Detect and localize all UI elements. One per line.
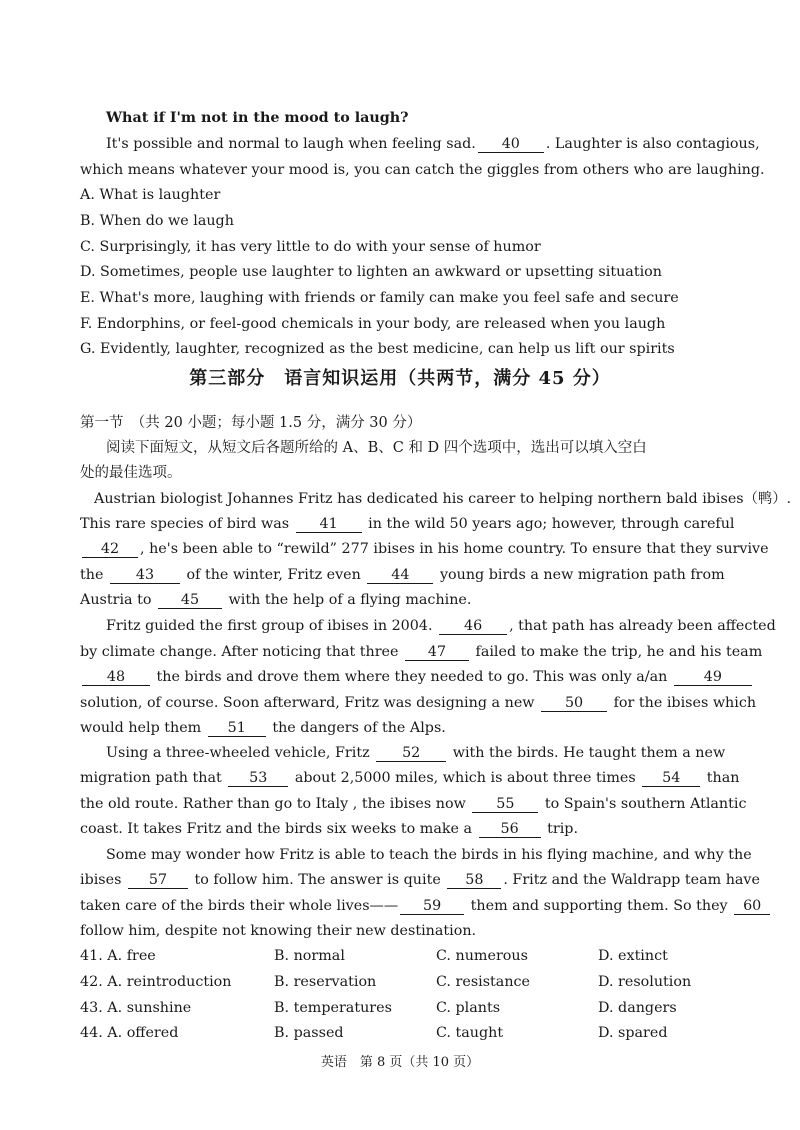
cloze-line: solution, of course. Soon afterward, Fritz was designing a new 50 for the ibises which	[80, 695, 757, 711]
question-43-b: B. temperatures	[274, 1000, 392, 1016]
blank-58: 58	[447, 872, 501, 889]
question-42-c: C. resistance	[436, 974, 531, 990]
question-42-b: B. reservation	[274, 974, 377, 990]
cloze-line: taken care of the birds their whole lives—— 59 them and supporting them. So they 60	[80, 895, 720, 917]
question-44-d: D. spared	[598, 1025, 668, 1041]
question-44-c: C. taught	[436, 1025, 504, 1041]
option-d: D. Sometimes, people use laughter to lighten an awkward or upsetting situation	[80, 264, 662, 280]
blank-56: 56	[479, 821, 541, 838]
blank-54: 54	[642, 770, 700, 787]
cloze-line: coast. It takes Fritz and the birds six weeks to make a 56 trip.	[80, 821, 578, 837]
question-42-a: 42. A. reintroduction	[80, 974, 232, 990]
blank-47: 47	[405, 644, 469, 661]
instructions-line: 处的最佳选项。	[80, 465, 182, 481]
blank-41: 41	[296, 516, 362, 533]
question-41-a: 41. A. free	[80, 948, 156, 964]
blank-55: 55	[472, 796, 538, 813]
option-e: E. What's more, laughing with friends or family can make you feel safe and secure	[80, 290, 679, 306]
question-43-d: D. dangers	[598, 1000, 677, 1016]
question-41-c: C. numerous	[436, 948, 528, 964]
cloze-line: This rare species of bird was 41 in the wild 50 years ago; however, through careful	[80, 516, 735, 532]
question-43-c: C. plants	[436, 1000, 501, 1016]
blank-46: 46	[439, 618, 507, 635]
reading-heading: What if I'm not in the mood to laugh?	[106, 110, 409, 126]
blank-40: 40	[478, 136, 544, 153]
question-44-a: 44. A. offered	[80, 1025, 179, 1041]
cloze-line: 48 the birds and drove them where they needed to go. This was only a/an 49	[80, 666, 720, 688]
blank-60: 60	[734, 898, 770, 915]
blank-48: 48	[82, 669, 150, 686]
cloze-line: ibises 57 to follow him. The answer is quite 58 . Fritz and the Waldrapp team have	[80, 872, 760, 888]
reading-paragraph-line: which means whatever your mood is, you can catch the giggles from others who are laughing.	[80, 162, 765, 178]
blank-53: 53	[228, 770, 288, 787]
cloze-line: would help them 51 the dangers of the Alps.	[80, 720, 446, 736]
blank-51: 51	[208, 720, 266, 737]
cloze-line: 42 , he's been able to “rewild” 277 ibises in his home country. To ensure that they survive	[80, 538, 720, 560]
cloze-line: Fritz guided the first group of ibises in 2004. 46 , that path has already been affected	[106, 618, 776, 634]
blank-59: 59	[400, 898, 464, 915]
part3-title: 第三部分 语言知识运用（共两节，满分 45 分）	[189, 368, 611, 389]
section-header: 第一节 （共 20 小题；每小题 1.5 分，满分 30 分）	[80, 415, 422, 431]
reading-paragraph-line: It's possible and normal to laugh when feeling sad. 40 . Laughter is also contagious,	[106, 136, 760, 152]
option-b: B. When do we laugh	[80, 213, 234, 229]
blank-45: 45	[158, 592, 222, 609]
cloze-line: follow him, despite not knowing their new destination.	[80, 923, 477, 939]
cloze-line: migration path that 53 about 2,5000 miles, which is about three times 54 than	[80, 770, 740, 786]
blank-43: 43	[110, 567, 180, 584]
cloze-line: Using a three-wheeled vehicle, Fritz 52 with the birds. He taught them a new	[106, 745, 726, 761]
question-41-b: B. normal	[274, 948, 345, 964]
cloze-line: Austria to 45 with the help of a flying machine.	[80, 592, 472, 608]
option-f: F. Endorphins, or feel-good chemicals in your body, are released when you laugh	[80, 316, 666, 332]
option-g: G. Evidently, laughter, recognized as the best medicine, can help us lift our spirits	[80, 341, 675, 357]
cloze-line: the 43 of the winter, Fritz even 44 young birds a new migration path from	[80, 567, 725, 583]
blank-49: 49	[674, 669, 752, 686]
cloze-line: Some may wonder how Fritz is able to teach the birds in his flying machine, and why the	[106, 847, 752, 863]
blank-50: 50	[541, 695, 607, 712]
question-41-d: D. extinct	[598, 948, 668, 964]
question-44-b: B. passed	[274, 1025, 344, 1041]
option-c: C. Surprisingly, it has very little to do with your sense of humor	[80, 239, 541, 255]
blank-44: 44	[367, 567, 433, 584]
question-42-d: D. resolution	[598, 974, 692, 990]
cloze-line: the old route. Rather than go to Italy , the ibises now 55 to Spain's southern Atlantic	[80, 796, 747, 812]
blank-52: 52	[376, 745, 446, 762]
question-43-a: 43. A. sunshine	[80, 1000, 192, 1016]
blank-57: 57	[128, 872, 188, 889]
cloze-line: Austrian biologist Johannes Fritz has dedicated his career to helping northern bald ibises（鸭）.	[94, 491, 792, 507]
instructions-line: 阅读下面短文，从短文后各题所给的 A、B、C 和 D 四个选项中，选出可以填入空白	[106, 440, 647, 456]
option-a: A. What is laughter	[80, 187, 221, 203]
cloze-line: by climate change. After noticing that three 47 failed to make the trip, he and his team	[80, 644, 763, 660]
page-footer: 英语 第 8 页（共 10 页）	[320, 1055, 480, 1070]
blank-42: 42	[82, 541, 138, 558]
